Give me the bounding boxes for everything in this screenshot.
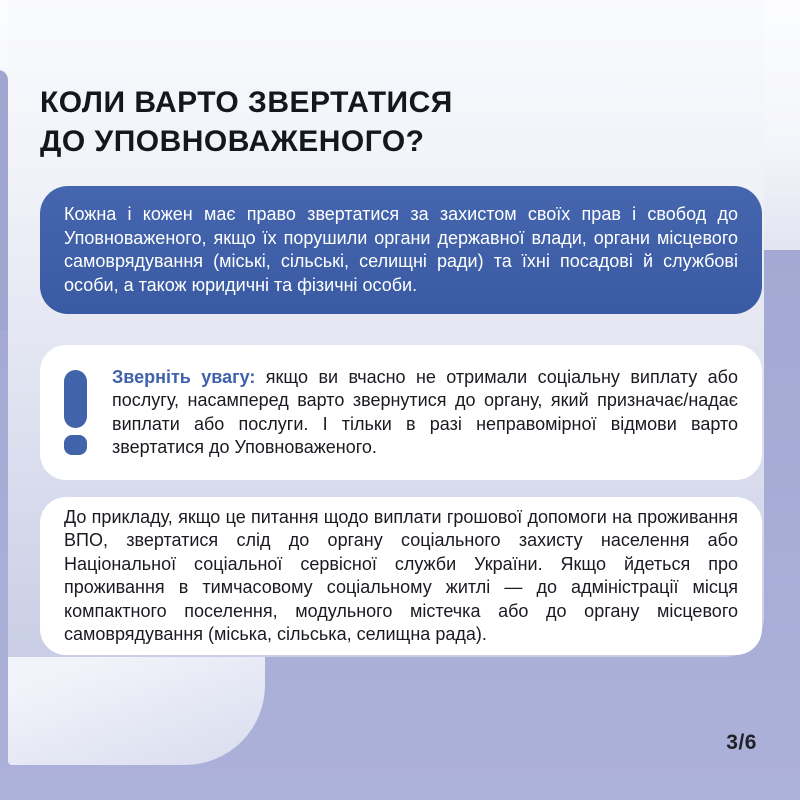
example-box xyxy=(40,497,762,655)
attention-body-text: якщо ви вчасно не отримали соціальну виплату або послугу, насамперед варто звернутися до органу, який призначає/надає виплати або послуги. І тільки в разі неправомірної відмови варто звертатися до Уповноваженого. xyxy=(112,366,738,457)
page-title xyxy=(40,83,453,161)
intro-highlight-box xyxy=(40,186,762,314)
page-title-line2: ДО УПОВНОВАЖЕНОГО? xyxy=(40,125,425,158)
exclamation-icon-bar xyxy=(64,370,87,428)
page-indicator: 3/6 xyxy=(726,731,757,754)
attention-box xyxy=(40,345,762,480)
attention-text xyxy=(112,366,738,460)
intro-text: Кожна і кожен має право звертатися за захистом своїх прав і свобод до Уповноваженого, якщо їх порушили органи державної влади, органи місцевого самоврядування (міські, сільські, селищні ради) та їхні посадові й службові особи, а також юридичні та фізичні особи. xyxy=(64,204,738,295)
example-text: До прикладу, якщо це питання щодо виплати грошової допомоги на проживання ВПО, звертатися слід до органу соціального захисту населення або Національної соціальної сервісної служби України. Якщо йдеться про проживання в тимчасовому соціальному житлі — до адміністрації місця компактного поселення, модульного містечка або до органу місцевого самоврядування (міська, сільська, селищна рада). xyxy=(64,506,738,644)
exclamation-icon xyxy=(64,370,87,455)
exclamation-icon-dot xyxy=(64,435,87,455)
attention-lead-label: Зверніть увагу: xyxy=(112,366,256,387)
page-title-line1: КОЛИ ВАРТО ЗВЕРТАТИСЯ xyxy=(40,86,453,119)
